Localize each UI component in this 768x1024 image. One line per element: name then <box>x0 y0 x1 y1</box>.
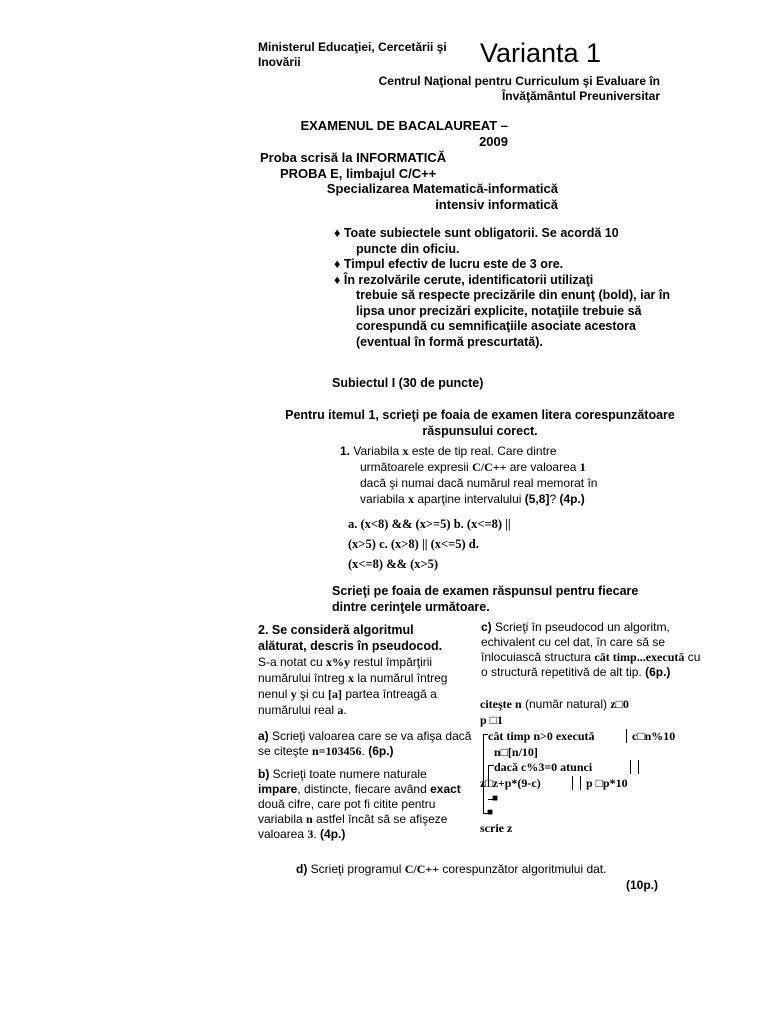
q2c-text: Scrieţi în pseudocod un algoritm, echivalent cu cel dat, în care să se înlocuiască structura <box>481 620 670 664</box>
question-2b: b) Scrieţi toate numere naturale impare, distincte, fiecare având exact două cifre, care pot fi citite pentru variabila n astfel încât să se afişeze valoarea 3. (4p.) <box>258 767 461 841</box>
pseudo-separator <box>580 776 581 790</box>
pseudo-separator <box>572 776 573 790</box>
question-2c <box>481 620 701 680</box>
q1-indent <box>340 475 680 491</box>
q2a-text: Scrieţi valoarea care se va afişa dacă se citeşte <box>258 729 472 758</box>
q2b-text: astfel încât să se afişeze valoarea <box>258 812 448 841</box>
q1-var-x: x <box>402 444 409 458</box>
q2-text: la numărul întreg nenul <box>258 671 448 701</box>
q1-text: Variabila <box>350 444 403 458</box>
pseudo-read-line <box>480 696 629 712</box>
pseudo-p-init: p □1 <box>480 713 503 727</box>
q2-head-line-2: alăturat, descris în pseudocod. <box>258 639 443 653</box>
q1-option-line: a. (x<8) && (x>=5) b. (x<=8) || <box>348 517 511 531</box>
pseudo-separator <box>626 729 627 743</box>
instruction-rest: puncte din oficiu. <box>356 241 460 256</box>
q2-int-notation: [a] <box>328 687 343 701</box>
q1-value-one: 1 <box>579 460 586 474</box>
q1-text: variabila <box>360 492 409 506</box>
pseudo-bracket <box>483 804 484 813</box>
q1-option-line: (x<=8) && (x>5) <box>348 557 439 571</box>
q1-number: 1. <box>340 444 351 458</box>
pseudo-n-assign: n□[n/10] <box>494 745 538 759</box>
item1-line-1: Pentru itemul 1, scrieţi pe foaia de examen litera corespunzătoare <box>285 408 675 422</box>
pseudo-read-keyword: citeşte n <box>480 697 522 711</box>
pseudo-end-mark: ■ <box>492 793 499 804</box>
instruction-first: ♦ Toate subiectele sunt obligatorii. Se acordă 10 <box>334 226 619 240</box>
q1-text: următoarele expresii <box>360 460 473 474</box>
q2-text: partea întreagă a numărului real <box>258 687 437 717</box>
q2-text: S-a notat cu <box>258 655 327 669</box>
center-line-2: Învăţământul Preuniversitar <box>501 89 660 103</box>
specialization <box>305 181 558 213</box>
pseudo-write: scrie z <box>480 821 513 835</box>
q2a-value: n=103456 <box>312 744 362 758</box>
q2-var-x: x <box>348 671 355 685</box>
q2d-lang: C/C++ <box>404 862 440 876</box>
pseudo-if: dacă c%3=0 atunci <box>494 760 593 774</box>
instruction-first: ♦ În rezolvările cerute, identificatorii utilizaţi <box>334 272 594 287</box>
pseudo-separator <box>630 760 631 774</box>
exam-title-line-1: EXAMENUL DE BACALAUREAT – <box>300 118 508 133</box>
q1-option-line: (x>5) c. (x>8) || (x<=5) d. <box>348 537 479 551</box>
spec-line-1: Specializarea Matematică-informatică <box>326 181 558 196</box>
q2c-points: (6p.) <box>645 665 671 679</box>
q2-mod-notation: x%y <box>326 655 351 669</box>
instruction-item <box>334 273 679 351</box>
q2b-impare: impare <box>258 782 298 796</box>
write-each-instruction <box>332 583 692 615</box>
q2b-var-n: n <box>306 812 313 826</box>
question-2-heading <box>258 622 472 654</box>
q2a-points: (6p.) <box>368 744 394 758</box>
instructions-list <box>334 226 679 350</box>
pseudo-c-assign: c□n%10 <box>632 729 676 743</box>
pseudo-separator <box>638 760 639 774</box>
spec-line-2: intensiv informatică <box>435 197 558 212</box>
q2d-text: Scrieţi programul <box>307 862 405 876</box>
question-2-body <box>258 654 472 718</box>
q1-indent <box>340 459 680 475</box>
ministry-name: Ministerul Educaţiei, Cercetării şi Inovării <box>258 40 447 69</box>
pseudo-z-init: z□0 <box>610 697 629 711</box>
q2b-points: (4p.) <box>320 827 346 841</box>
exam-title <box>258 118 508 150</box>
q2b-value-3: 3 <box>307 827 314 841</box>
write-each-line-1: Scrieţi pe foaia de examen răspunsul pentru fiecare <box>332 584 639 598</box>
q2d-text: corespunzător algoritmului dat. <box>439 862 607 876</box>
item1-instruction <box>260 407 700 439</box>
pseudo-bracket <box>483 734 484 804</box>
variant-title: Varianta 1 <box>480 38 602 68</box>
q2b-text: , distincte, fiecare având <box>297 782 431 796</box>
q2b-exact: exact <box>430 782 461 796</box>
write-each-line-2: dintre cerinţele următoare. <box>332 600 490 614</box>
q1-points: (4p.) <box>559 492 585 506</box>
q2-text: . <box>343 703 347 717</box>
q1-interval: (5,8] <box>524 492 550 506</box>
q1-text: aparţine intervalului <box>414 492 525 506</box>
instruction-item <box>334 226 679 257</box>
q2d-points: (10p.) <box>626 878 659 892</box>
q2b-text: două cifre, care pot fi citite pentru variabila <box>258 797 436 826</box>
item1-line-2: răspunsului corect. <box>422 424 538 438</box>
q2-head-line-1: 2. Se consideră algoritmul <box>258 623 414 637</box>
q1-lang: C/C++ <box>472 460 507 474</box>
pseudo-read-comment: (număr natural) <box>521 697 611 711</box>
pseudo-p-assign: p □p*10 <box>586 776 628 790</box>
q1-text: are valoarea <box>506 460 580 474</box>
q1-options <box>348 514 578 574</box>
q2-var-a: a <box>337 703 344 717</box>
q2-text: şi cu <box>296 687 329 701</box>
q2c-text: cu o structură repetitivă de alt tip. <box>481 650 701 679</box>
question-2d <box>296 862 676 877</box>
q2b-label: b) <box>258 767 270 781</box>
q2a-label: a) <box>258 729 269 743</box>
pseudo-z-assign: z□z+p*(9-c) <box>480 776 541 790</box>
q2d-label: d) <box>296 862 308 876</box>
question-2a: a) Scrieţi valoarea care se va afişa dacă se citeşte n=103456. (6p.) <box>258 729 472 758</box>
q1-text: este de tip real. Care dintre <box>408 444 557 458</box>
q2-text: restul împărţirii numărului întreg <box>258 655 433 685</box>
q2b-text: Scrieţi toate numere naturale <box>269 767 427 781</box>
q2c-label: c) <box>481 620 492 634</box>
proba-line: Proba scrisă la INFORMATICĂ <box>260 150 447 165</box>
proba-e-line: PROBA E, limbajul C/C++ <box>280 166 437 181</box>
q2c-structure: cât timp...execută <box>594 650 685 664</box>
curriculum-center <box>260 74 660 104</box>
pseudo-end-mark: ■ <box>487 807 494 818</box>
q1-text: dacă şi numai dacă numărul real memorat în <box>360 476 598 490</box>
instruction-item <box>334 257 679 273</box>
instruction-rest: trebuie să respecte precizările din enunţ (bold), iar în lipsa unor precizări explicite, notaţiile trebuie să corespundă cu semnificaţiile asociate acestora (eventual în formă prescurtată). <box>356 288 670 349</box>
q1-indent <box>340 491 680 507</box>
instruction-first: ♦ Timpul efectiv de lucru este de 3 ore. <box>334 257 564 271</box>
center-line-1: Centrul Naţional pentru Curriculum şi Evaluare în <box>378 74 660 88</box>
pseudo-while: cât timp n>0 execută <box>488 729 595 743</box>
q1-var-x: x <box>408 492 415 506</box>
question-1 <box>340 443 680 507</box>
q2-var-y: y <box>290 687 297 701</box>
subject-title: Subiectul I (30 de puncte) <box>332 376 484 390</box>
exam-title-line-2: 2009 <box>479 134 508 149</box>
q1-text: ? <box>549 492 560 506</box>
